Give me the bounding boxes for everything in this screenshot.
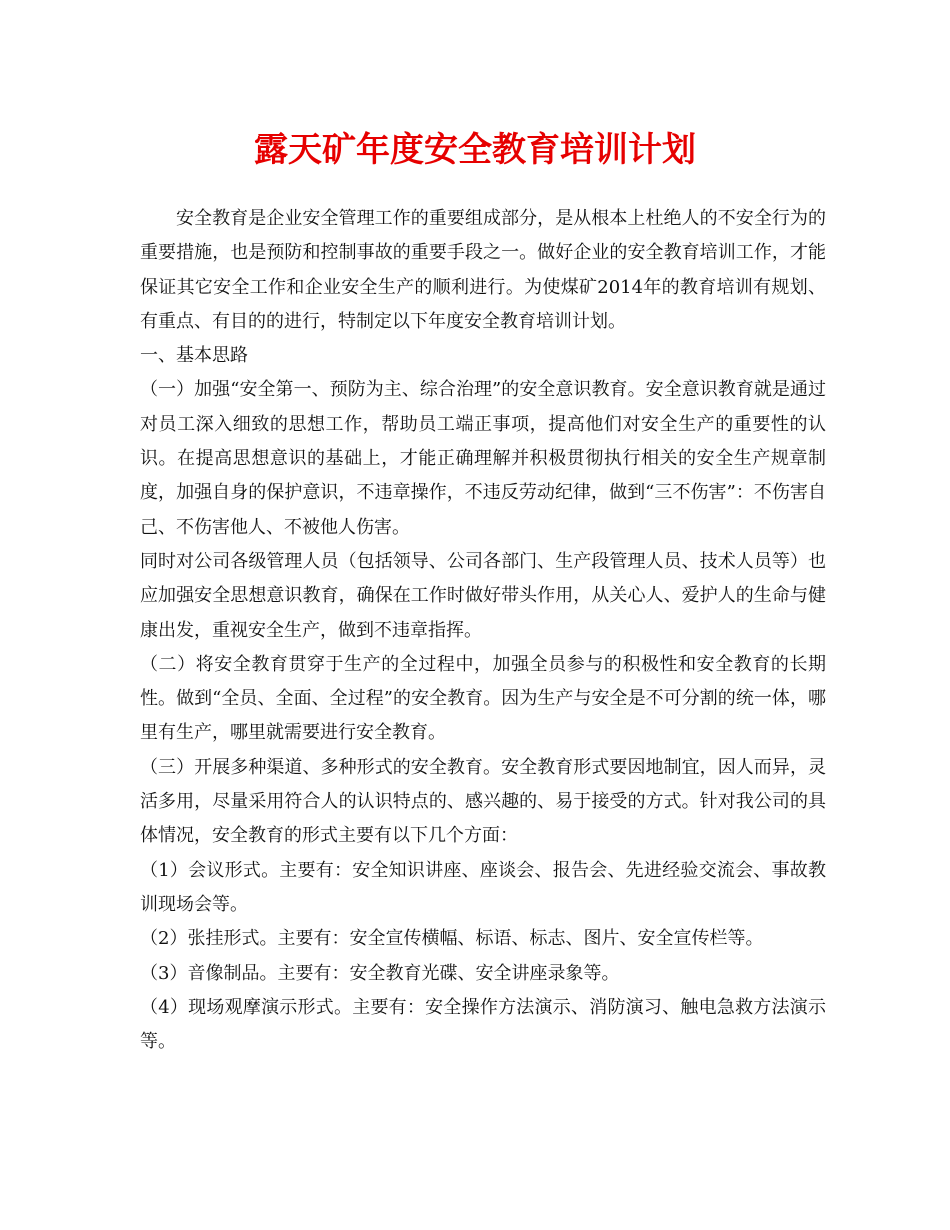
paragraph-item-1: （一）加强“安全第一、预防为主、综合治理”的安全意识教育。安全意识教育就是通过对员工深入细致的思想工作，帮助员工端正事项，提高他们对安全生产的重要性的认识。在提高思想意识的基础上，才能正确理解并积极贯彻执行相关的安全生产规章制度，加强自身的保护意识，不违章操作，不违反劳动纪律，做到“三不伤害”：不伤害自己、不伤害他人、不被他人伤害。 <box>140 379 826 538</box>
paragraph-item-3: （三）开展多种渠道、多种形式的安全教育。安全教育形式要因地制宜，因人而异，灵活多用，尽量采用符合人的认识特点的、感兴趣的、易于接受的方式。针对我公司的具体情况，安全教育的形式主要有以下几个方面： <box>140 756 826 847</box>
intro-paragraph: 安全教育是企业安全管理工作的重要组成部分，是从根本上杜绝人的不安全行为的重要措施，也是预防和控制事故的重要手段之一。做好企业的安全教育培训工作，才能保证其它安全工作和企业安全生产的顺利进行。为使煤矿2014年的教育培训有规划、有重点、有目的的进行，特制定以下年度安全教育培训计划。 <box>140 208 826 332</box>
paragraph-item-2: （二）将安全教育贯穿于生产的全过程中，加强全员参与的积极性和安全教育的长期性。做到“全员、全面、全过程”的安全教育。因为生产与安全是不可分割的统一体，哪里有生产，哪里就需要进行安全教育。 <box>140 653 826 744</box>
section-heading-basic-approach: 一、基本思路 <box>140 345 248 367</box>
document-body <box>140 202 826 1059</box>
list-item-audio-video: （3）音像制品。主要有：安全教育光碟、安全讲座录象等。 <box>140 962 620 984</box>
list-item-on-site-demo: （4）现场观摩演示形式。主要有：安全操作方法演示、消防演习、触电急救方法演示等。 <box>140 996 826 1053</box>
list-item-posting-form: （2）张挂形式。主要有：安全宣传横幅、标语、标志、图片、安全宣传栏等。 <box>140 928 764 950</box>
paragraph-managers: 同时对公司各级管理人员（包括领导、公司各部门、生产段管理人员、技术人员等）也应加强安全思想意识教育，确保在工作时做好带头作用，从关心人、爱护人的生命与健康出发，重视安全生产，做到不违章指挥。 <box>140 550 826 641</box>
list-item-meeting-form: （1）会议形式。主要有：安全知识讲座、座谈会、报告会、先进经验交流会、事故教训现场会等。 <box>140 859 826 915</box>
document-title: 露天矿年度安全教育培训计划 <box>254 130 696 170</box>
